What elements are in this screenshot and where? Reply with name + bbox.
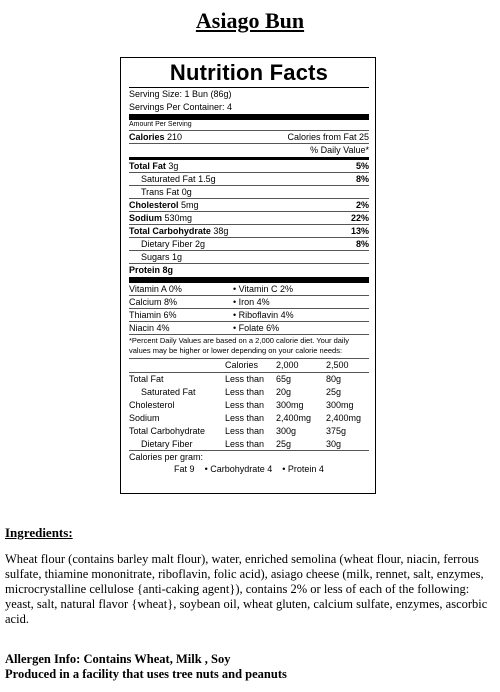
nutrition-facts-label (120, 57, 376, 494)
table-row: Dietary Fiber Less than 25g 30g (141, 438, 342, 449)
servings-per-container: Servings Per Container: 4 (129, 102, 233, 112)
table-row: Total Carbohydrate Less than 300g 375g (129, 425, 347, 436)
serving-size: Serving Size: 1 Bun (86g) (129, 89, 232, 99)
vitamin-item: • Iron 4% (227, 296, 369, 309)
nutrient-row: Protein 8g (129, 265, 174, 275)
facility-note: Produced in a facility that uses tree nuts and peanuts (5, 667, 287, 681)
daily-value-table (129, 359, 369, 450)
ingredients-heading: Ingredients: (5, 525, 73, 540)
vitamin-item: • Vitamin C 2% (227, 283, 369, 296)
nutrient-row: Trans Fat 0g (129, 186, 369, 199)
allergen-line: Allergen Info: Contains Wheat, Milk , Soy (5, 652, 231, 666)
calories-row (129, 131, 369, 144)
calories-per-gram-label: Calories per gram: (129, 450, 369, 463)
nutrient-row: Sodium 530mg 22% (129, 212, 369, 225)
table-row: Saturated Fat Less than 20g 25g (141, 386, 342, 397)
table-row: Sodium Less than 2,400mg 2,400mg (129, 412, 362, 423)
calories-value: 210 (167, 131, 183, 142)
vitamin-item: Niacin 4% (129, 322, 227, 335)
nutrient-row: Total Carbohydrate 38g 13% (129, 225, 369, 238)
ingredients-text: Wheat flour (contains barley malt flour), water, enriched semolina (wheat flour, niacin, ferrous sulfate, thiamine mononitrate, riboflavin, folic acid), asiago cheese (milk, rennet, salt, enzymes, microcrystalline cellulose {anti-caking agent}), contains 2% or less of each of the following: yeast, salt, natural flavor {wheat}, soybean oil, wheat gluten, calcium sulfate, enzymes, ascorbic acid. (5, 552, 488, 626)
nutrient-row: Sugars 1g (129, 251, 369, 264)
vitamins-grid (129, 283, 369, 335)
vitamin-item: • Riboflavin 4% (227, 309, 369, 322)
vitamin-item: Thiamin 6% (129, 309, 227, 322)
table-row: Total Fat Less than 65g 80g (129, 373, 342, 384)
nutrient-row: Saturated Fat 1.5g 8% (129, 173, 369, 186)
allergen-info (5, 652, 495, 682)
product-title: Asiago Bun (195, 8, 305, 33)
nutrient-row: Cholesterol 5mg 2% (129, 199, 369, 212)
daily-value-header: % Daily Value* (310, 145, 369, 155)
table-row: Cholesterol Less than 300mg 300mg (129, 399, 354, 410)
nutrient-row: Total Fat 3g 5% (129, 160, 369, 173)
calories-per-gram: Fat 9 • Carbohydrate 4 • Protein 4 (174, 464, 324, 474)
nutrition-facts-title: Nutrition Facts (169, 60, 329, 85)
table-row: Calories 2,000 2,500 (129, 359, 369, 372)
amount-per-serving: Amount Per Serving (129, 120, 369, 131)
vitamin-item: Calcium 8% (129, 296, 227, 309)
calories-label: Calories (129, 131, 165, 142)
daily-value-footnote: *Percent Daily Values are based on a 2,000 calorie diet. Your daily values may be higher or lower depending on your calorie needs: (129, 335, 369, 359)
calories-from-fat: Calories from Fat 25 (287, 131, 369, 142)
nutrient-row: Dietary Fiber 2g 8% (129, 238, 369, 251)
vitamin-item: • Folate 6% (227, 322, 369, 335)
vitamin-item: Vitamin A 0% (129, 283, 227, 296)
